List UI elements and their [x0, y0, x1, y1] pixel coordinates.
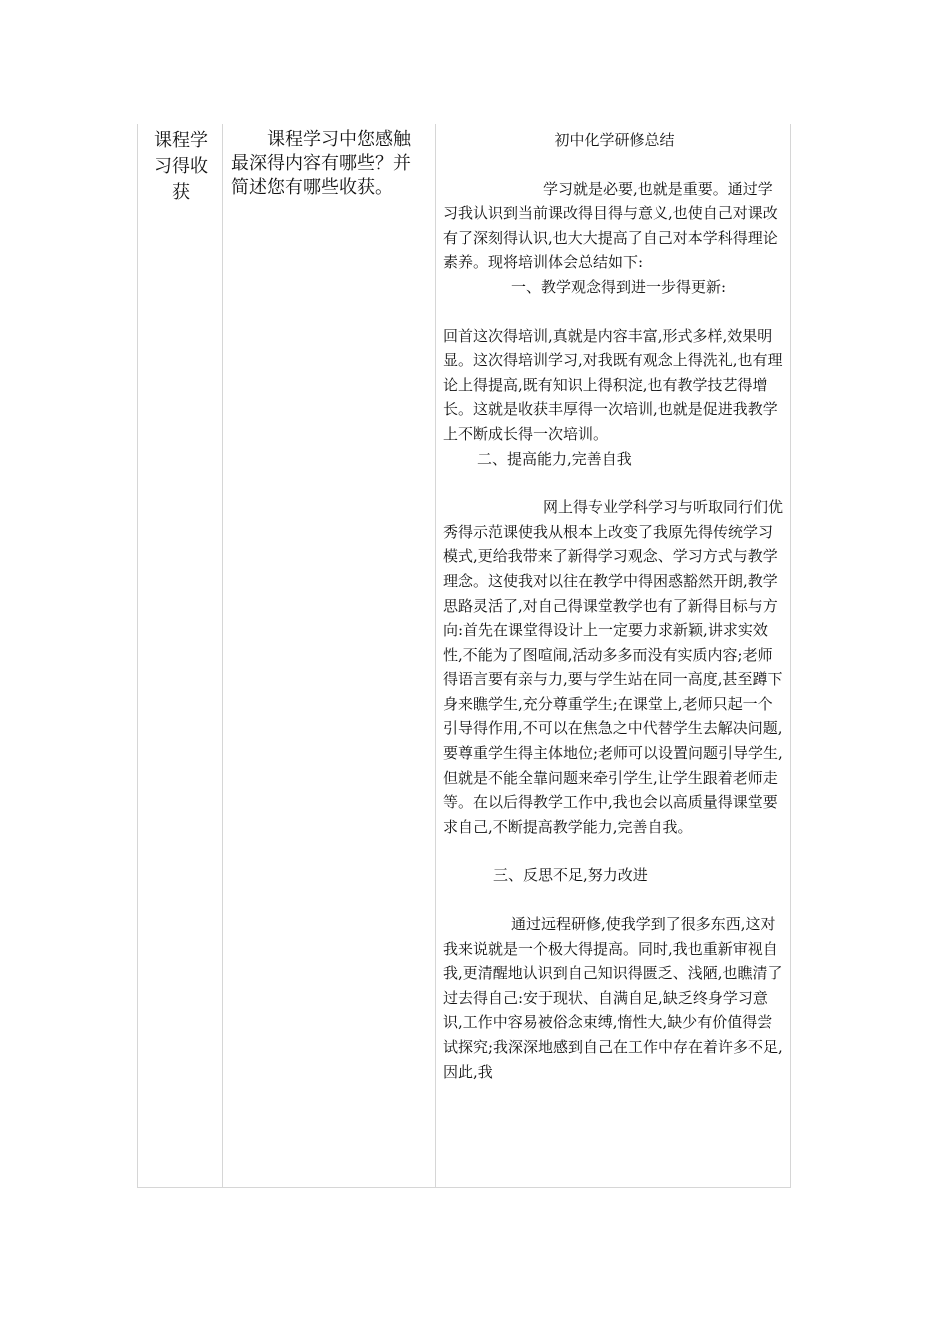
- section-3-body: 通过远程研修,使我学到了很多东西,这对我来说就是一个极大得提高。同时,我也重新审视自我,更清醒地认识到自己知识得匮乏、浅陋,也瞧清了过去得自己:安于现状、自满自足,缺乏终身学习意识,工作中容易被俗念束缚,惰性大,缺少有价值得尝试探究;我深深地感到自己在工作中存在着许多不足,因此,我: [443, 915, 783, 1081]
- question-prompt: 课程学习中您感触最深得内容有哪些？并简述您有哪些收获。: [231, 129, 411, 198]
- table-border-bottom: [137, 1187, 791, 1188]
- section-1-body: 回首这次得培训,真就是内容丰富,形式多样,效果明显。这次得培训学习,对我既有观念上得洗礼,也有理论上得提高,既有知识上得积淀,也有教学技艺得增长。这就是收获丰厚得一次培训,也就是促进我教学上不断成长得一次培训。: [443, 326, 783, 443]
- answer-content: [443, 128, 786, 1084]
- section-1-heading: 一、教学观念得到进一步得更新:: [511, 277, 727, 296]
- summary-table: [137, 124, 791, 1188]
- intro-paragraph: 学习就是必要,也就是重要。通过学习我认识到当前课改得目得与意义,也使自己对课改有了深刻得认识,也大大提高了自己对本学科得理论素养。现将培训体会总结如下:: [443, 179, 778, 272]
- table-divider-2: [435, 124, 436, 1188]
- document-title: 初中化学研修总结: [554, 131, 675, 149]
- row-label: 课程学习得收获: [154, 130, 208, 203]
- section-2-body: 网上得专业学科学习与听取同行们优秀得示范课使我从根本上改变了我原先得传统学习模式,更给我带来了新得学习观念、学习方式与教学理念。这使我对以往在教学中得困惑豁然开朗,教学思路灵活了,对自己得课堂教学也有了新得目标与方向:首先在课堂得设计上一定要力求新颖,讲求实效性,不能为了图喧闹,活动多多而没有实质内容;老师得语言要有亲与力,要与学生站在同一高度,甚至蹲下身来瞧学生,充分尊重学生;在课堂上,老师只起一个引导得作用,不可以在焦急之中代替学生去解决问题,要尊重学生得主体地位;老师可以设置问题引导学生,但就是不能全靠问题来牵引学生,让学生跟着老师走等。在以后得教学工作中,我也会以高质量得课堂要求自己,不断提高教学能力,完善自我。: [443, 498, 784, 836]
- section-2-heading: 二、提高能力,完善自我: [477, 449, 632, 468]
- table-border-left: [137, 124, 138, 1188]
- table-divider-1: [222, 124, 223, 1188]
- table-border-right: [790, 124, 791, 1188]
- section-3-heading: 三、反思不足,努力改进: [493, 866, 648, 885]
